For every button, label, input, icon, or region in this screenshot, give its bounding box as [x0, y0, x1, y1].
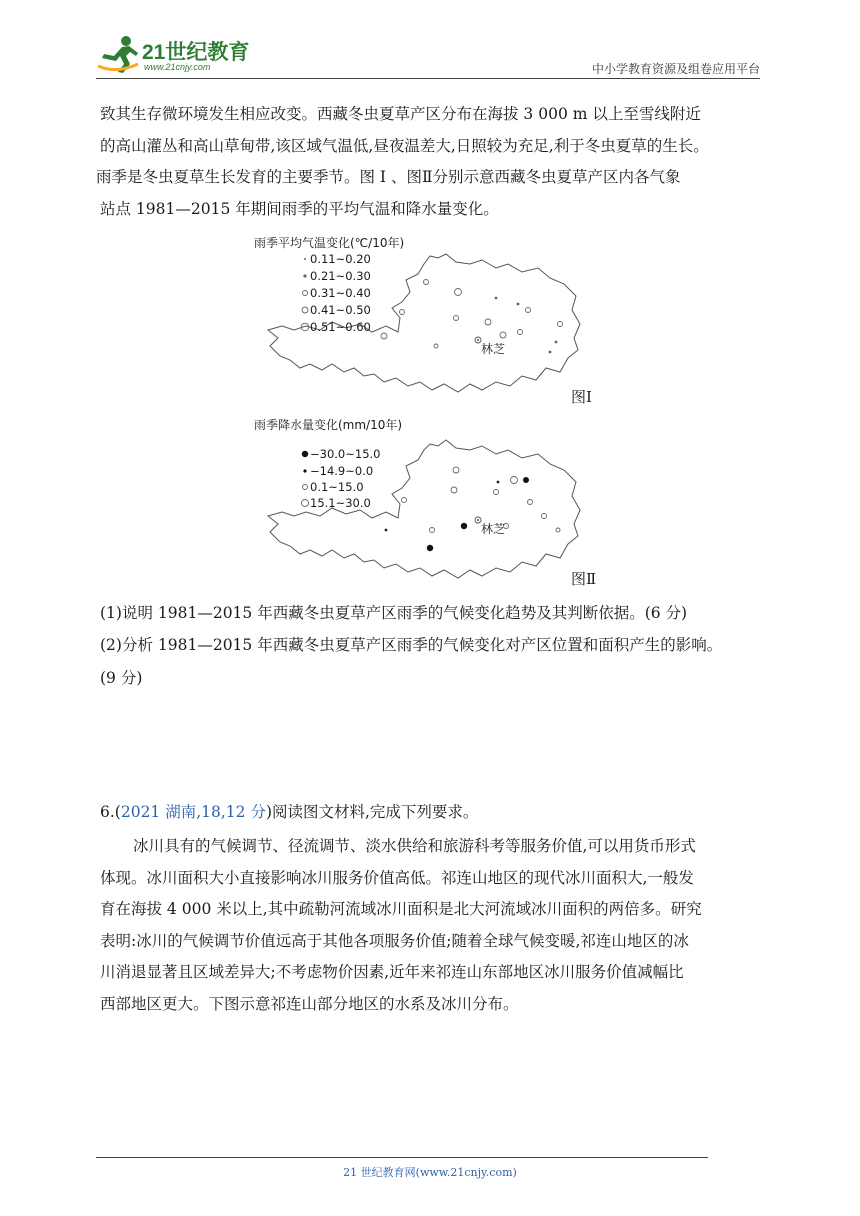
paragraph-line: 川消退显著且区域差异大;不考虑物价因素,近年来祁连山东部地区冰川服务价值减幅比 — [100, 963, 684, 981]
figure-2-label: 图Ⅱ — [571, 570, 597, 588]
paragraph-line: 表明:冰川的气候调节价值远高于其他各项服务价值;随着全球气候变暖,祁连山地区的冰 — [100, 931, 689, 950]
glacier-paragraph — [100, 831, 770, 1020]
question-instruction: )阅读图文材料,完成下列要求。 — [265, 803, 479, 821]
legend-symbol-icon — [300, 254, 310, 264]
legend-symbol-icon — [300, 482, 310, 492]
paragraph-line: 西部地区更大。下图示意祁连山部分地区的水系及冰川分布。 — [100, 994, 519, 1013]
page-header — [96, 32, 760, 82]
figure-1-legend-title: 雨季平均气温变化(℃/10年) — [254, 236, 405, 250]
legend-item: 0.51~0.60 — [300, 320, 371, 334]
question-2-line: (2)分析 1981—2015 年西藏冬虫夏草产区雨季的气候变化对产区位置和面积产生的影响。 — [100, 636, 723, 654]
city-label-linzhi: 林芝 — [481, 522, 506, 536]
legend-item: 0.11~0.20 — [300, 252, 371, 266]
figure-1-label: 图Ⅰ — [571, 388, 592, 406]
question-source: 2021 湖南,18,12 分 — [120, 803, 266, 821]
legend-item: 15.1~30.0 — [300, 496, 371, 510]
runner-logo-icon — [96, 34, 140, 74]
footer-divider — [96, 1157, 708, 1158]
intro-line: 站点 1981—2015 年期间雨季的平均气温和降水量变化。 — [100, 199, 499, 218]
intro-line: 的高山灌丛和高山草甸带,该区域气温低,昼夜温差大,日照较为充足,利于冬虫夏草的生长。 — [100, 136, 709, 155]
legend-symbol-icon — [300, 305, 310, 315]
intro-line: 雨季是冬虫夏草生长发育的主要季节。图 Ⅰ 、图Ⅱ分别示意西藏冬虫夏草产区内各气象 — [96, 168, 681, 186]
figure-2-precipitation-map — [254, 416, 620, 592]
legend-item: 0.1~15.0 — [300, 480, 364, 494]
legend-symbol-icon — [300, 449, 310, 459]
legend-symbol-icon — [300, 322, 310, 332]
intro-paragraph — [96, 99, 770, 225]
logo-url: www.21cnjy.com — [144, 62, 211, 72]
header-divider — [96, 78, 760, 79]
question-6-heading — [100, 800, 478, 822]
question-1: (1)说明 1981—2015 年西藏冬虫夏草产区雨季的气候变化趋势及其判断依据。(6 分) — [100, 604, 688, 622]
figure-2-legend-title: 雨季降水量变化(mm/10年) — [254, 418, 403, 432]
footer-link[interactable]: 21 世纪教育网(www.21cnjy.com) — [343, 1166, 517, 1179]
site-logo — [96, 32, 266, 76]
legend-item: 0.31~0.40 — [300, 286, 371, 300]
city-label-linzhi: 林芝 — [481, 342, 506, 356]
paragraph-line: 冰川具有的气候调节、径流调节、淡水供给和旅游科考等服务价值,可以用货币形式 — [133, 837, 696, 855]
paragraph-line: 体现。冰川面积大小直接影响冰川服务价值高低。祁连山地区的现代冰川面积大,一般发 — [100, 868, 694, 887]
legend-symbol-icon — [300, 498, 310, 508]
figure-1-temperature-map — [254, 234, 620, 412]
logo-text: 21世纪教育 — [142, 41, 250, 64]
question-2-line: (9 分) — [100, 669, 143, 687]
legend-item: 0.41~0.50 — [300, 303, 371, 317]
legend-symbol-icon — [300, 288, 310, 298]
legend-item: −30.0~15.0 — [300, 447, 380, 461]
legend-item: −14.9~0.0 — [300, 464, 373, 478]
intro-line: 致其生存微环境发生相应改变。西藏冬虫夏草产区分布在海拔 3 000 m 以上至雪线附近 — [100, 105, 701, 123]
paragraph-line: 育在海拔 4 000 米以上,其中疏勒河流域冰川面积是北大河流域冰川面积的两倍多。研究 — [100, 900, 702, 918]
legend-symbol-icon — [300, 271, 310, 281]
question-number: 6.( — [100, 803, 121, 821]
legend-symbol-icon — [300, 466, 310, 476]
legend-item: 0.21~0.30 — [300, 269, 371, 283]
header-platform-text: 中小学教育资源及组卷应用平台 — [591, 62, 760, 76]
